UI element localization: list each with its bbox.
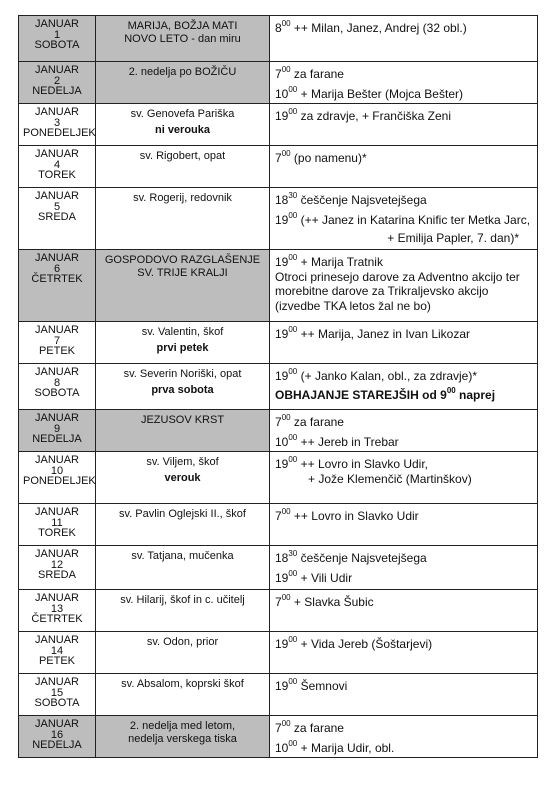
schedule-row (19, 188, 538, 250)
mass-minutes: 30 (288, 191, 298, 200)
month-label: JANUAR (34, 676, 79, 688)
saint-cell (96, 188, 270, 250)
day-number: 15 (50, 686, 64, 699)
day-cell (19, 62, 96, 104)
feast-label: NOVO LETO - dan miru (124, 33, 241, 45)
day-cell (19, 632, 96, 674)
month-label: JANUAR (34, 18, 79, 30)
month-label: JANUAR (34, 454, 79, 466)
mass-hour: 10 (275, 740, 289, 755)
mass-intention: ++ Marija, Janez in Ivan Likozar (297, 327, 471, 341)
mass-cell (270, 322, 538, 364)
day-number: 9 (53, 422, 61, 435)
weekday-label: SOBOTA (34, 39, 80, 51)
weekday-label: TOREK (38, 169, 76, 181)
feast-note: prva sobota (151, 384, 214, 396)
saint-cell (96, 716, 270, 758)
mass-cell (270, 716, 538, 758)
mass-hour: 7 (275, 151, 282, 165)
month-label: JANUAR (34, 64, 79, 76)
feast-label: sv. Rigobert, opat (139, 150, 226, 162)
month-label: JANUAR (34, 252, 79, 264)
feast-label: sv. Pavlin Oglejski II., škof (119, 508, 246, 520)
month-label: JANUAR (34, 324, 79, 336)
saint-cell (96, 250, 270, 322)
mass-intention: za farane (290, 415, 344, 429)
feast-label: sv. Odon, prior (146, 636, 219, 648)
schedule-row (19, 364, 538, 410)
day-cell (19, 364, 96, 410)
mass-hour: 19 (275, 679, 289, 693)
mass-line (275, 255, 533, 270)
schedule-row (19, 716, 538, 758)
day-cell (19, 716, 96, 758)
mass-hour: 7 (275, 721, 282, 735)
mass-cell (270, 104, 538, 146)
mass-cell (270, 452, 538, 504)
saint-cell (96, 16, 270, 62)
schedule-row (19, 504, 538, 546)
day-number: 2 (53, 74, 61, 87)
mass-intention: + Marija Bešter (Mojca Bešter) (297, 86, 463, 101)
day-cell (19, 504, 96, 546)
feast-note: verouk (164, 472, 201, 484)
schedule-row (19, 410, 538, 452)
mass-line (275, 21, 533, 36)
mass-intention: + Marija Udir, obl. (297, 740, 395, 755)
weekday-label: PONEDELJEK (23, 127, 96, 139)
mass-minutes: 00 (281, 593, 291, 602)
mass-line (275, 415, 533, 430)
mass-hour: 7 (275, 595, 282, 609)
mass-intention: Šemnovi (297, 679, 348, 693)
saint-cell (96, 62, 270, 104)
mass-minutes: 00 (281, 413, 291, 422)
mass-cell (270, 590, 538, 632)
schedule-row (19, 62, 538, 104)
weekday-label: NEDELJA (32, 85, 82, 97)
feast-label: MARIJA, BOŽJA MATI (127, 20, 238, 32)
mass-line (275, 210, 533, 228)
day-cell (19, 104, 96, 146)
mass-line (275, 595, 533, 610)
weekday-label: NEDELJA (32, 433, 82, 445)
feast-label: sv. Absalom, koprski škof (121, 678, 244, 690)
day-cell (19, 546, 96, 590)
mass-intention: za farane (290, 67, 344, 81)
mass-intention: + Marija Tratnik (297, 255, 383, 269)
day-number: 11 (51, 516, 63, 529)
day-cell (19, 452, 96, 504)
mass-minutes: 00 (288, 635, 298, 644)
mass-intention: (po namenu)* (290, 151, 367, 165)
mass-intention: Otroci prinesejo darove za Adventno akcijo ter morebitne darove za Trikraljevsko akcijo (izvedbe TKA letos žal ne bo) (275, 269, 520, 313)
month-label: JANUAR (34, 106, 79, 118)
mass-hour: 18 (275, 193, 289, 207)
month-label: JANUAR (34, 190, 79, 202)
mass-intention: za farane (290, 721, 344, 735)
weekday-label: SOBOTA (34, 697, 80, 709)
mass-line (275, 457, 533, 472)
mass-hour: 7 (275, 415, 282, 429)
day-cell (19, 16, 96, 62)
day-number: 8 (53, 376, 61, 389)
day-number: 6 (53, 262, 61, 275)
mass-cell (270, 410, 538, 452)
elderly-communion-tail: naprej (455, 387, 496, 402)
mass-intention: + Emilija Papler, 7. dan)* (387, 231, 519, 245)
day-cell (19, 410, 96, 452)
mass-cell (270, 146, 538, 188)
feast-label: sv. Viljem, škof (146, 456, 219, 468)
weekday-label: SOBOTA (34, 387, 80, 399)
mass-intention: ++ Jereb in Trebar (297, 434, 399, 449)
elderly-communion-label: OBHAJANJE STAREJŠIH od 9 (275, 387, 447, 402)
feast-label: 2. nedelja po BOŽIČU (128, 66, 237, 78)
mass-hour: 7 (275, 67, 282, 81)
mass-minutes: 00 (288, 568, 298, 578)
saint-cell (96, 452, 270, 504)
mass-hour: 7 (275, 509, 282, 523)
feast-label: sv. Rogerij, redovnik (133, 192, 232, 204)
feast-label: sv. Tatjana, mučenka (131, 550, 234, 562)
mass-line (275, 231, 533, 246)
day-cell (19, 322, 96, 364)
saint-cell (96, 104, 270, 146)
mass-intention: + Vili Udir (297, 570, 353, 585)
weekday-label: ČETRTEK (31, 273, 83, 285)
feast-note: ni verouka (154, 124, 211, 136)
month-label: JANUAR (34, 718, 79, 730)
feast-label: JEZUSOV KRST (140, 414, 225, 426)
saint-cell (96, 632, 270, 674)
mass-cell (270, 504, 538, 546)
mass-intention: ++ Lovro in Slavko Udir, (297, 457, 428, 471)
saint-cell (96, 364, 270, 410)
mass-intention: češčenje Najsvetejšega (297, 193, 427, 207)
mass-hour: 19 (275, 637, 289, 651)
mass-line (275, 270, 533, 314)
mass-minutes: 00 (288, 677, 298, 686)
mass-line (275, 84, 533, 102)
month-label: JANUAR (34, 548, 79, 560)
feast-label: nedelja verskega tiska (128, 733, 237, 745)
mass-minutes: 00 (288, 367, 298, 376)
mass-minutes: 00 (288, 84, 298, 94)
mass-hour: 19 (275, 369, 289, 383)
weekday-label: TOREK (38, 527, 76, 539)
mass-minutes: 00 (288, 210, 298, 220)
schedule-row (19, 674, 538, 716)
mass-intention: + Vida Jereb (Šoštarjevi) (297, 637, 433, 651)
feast-label: sv. Hilarij, škof in c. učitelj (120, 594, 245, 606)
mass-minutes: 00 (281, 719, 291, 728)
mass-minutes: 00 (288, 107, 298, 116)
month-label: JANUAR (34, 148, 79, 160)
mass-cell (270, 250, 538, 322)
elderly-communion-minutes: 00 (446, 385, 456, 395)
mass-minutes: 00 (288, 432, 298, 442)
saint-cell (96, 146, 270, 188)
mass-minutes: 00 (281, 149, 291, 158)
mass-hour: 18 (275, 551, 289, 565)
mass-line (275, 551, 533, 566)
mass-intention: ++ Milan, Janez, Andrej (32 obl.) (290, 21, 467, 35)
mass-hour: 10 (275, 86, 289, 101)
mass-hour: 19 (275, 109, 289, 123)
mass-minutes: 30 (288, 549, 298, 558)
mass-line (275, 109, 533, 124)
schedule-row (19, 146, 538, 188)
day-number: 3 (53, 116, 61, 129)
schedule-row (19, 632, 538, 674)
mass-cell (270, 632, 538, 674)
schedule-row (19, 590, 538, 632)
mass-minutes: 00 (288, 738, 298, 748)
day-number: 5 (53, 200, 61, 213)
mass-minutes: 00 (288, 325, 298, 334)
feast-label: sv. Valentin, škof (141, 326, 224, 338)
mass-line (275, 432, 533, 450)
saint-cell (96, 674, 270, 716)
weekday-label: SREDA (38, 569, 76, 581)
mass-minutes: 00 (281, 19, 291, 28)
mass-cell (270, 188, 538, 250)
mass-minutes: 00 (281, 507, 291, 516)
mass-line (275, 151, 533, 166)
mass-line (275, 509, 533, 524)
weekday-label: SREDA (38, 211, 76, 223)
month-label: JANUAR (34, 634, 79, 646)
mass-line (275, 67, 533, 82)
mass-minutes: 00 (281, 65, 291, 74)
day-cell (19, 674, 96, 716)
mass-hour: 19 (275, 212, 289, 227)
mass-intention: (+ Janko Kalan, obl., za zdravje)* (297, 369, 478, 383)
day-cell (19, 250, 96, 322)
mass-cell (270, 546, 538, 590)
day-number: 7 (53, 334, 61, 347)
day-cell (19, 590, 96, 632)
mass-line (275, 738, 533, 756)
month-label: JANUAR (34, 412, 79, 424)
weekday-label: ČETRTEK (31, 613, 83, 625)
mass-intention: češčenje Najsvetejšega (297, 551, 427, 565)
mass-minutes: 00 (288, 455, 298, 464)
mass-cell (270, 16, 538, 62)
mass-minutes: 00 (288, 253, 298, 262)
mass-intention: ++ Lovro in Slavko Udir (290, 509, 419, 523)
weekday-label: PONEDELJEK (23, 475, 96, 487)
mass-line (275, 369, 533, 384)
month-label: JANUAR (34, 506, 79, 518)
saint-cell (96, 410, 270, 452)
mass-line (275, 679, 533, 694)
weekday-label: NEDELJA (32, 739, 82, 751)
mass-cell (270, 674, 538, 716)
month-label: JANUAR (34, 366, 79, 378)
mass-cell (270, 62, 538, 104)
weekday-label: PETEK (38, 345, 76, 357)
feast-label: sv. Severin Noriški, opat (123, 368, 242, 380)
feast-label: sv. Genovefa Pariška (130, 108, 235, 120)
mass-hour: 10 (275, 434, 289, 449)
mass-intention: + Jože Klemenčič (Martinškov) (308, 471, 472, 486)
day-number: 4 (53, 158, 61, 171)
feast-label: 2. nedelja med letom, (129, 720, 236, 732)
day-number: 13 (50, 602, 64, 615)
mass-schedule-table (18, 15, 538, 758)
mass-line (275, 637, 533, 652)
saint-cell (96, 504, 270, 546)
schedule-row (19, 546, 538, 590)
mass-hour: 19 (275, 457, 289, 471)
mass-intention: za zdravje, + Frančiška Zeni (297, 109, 451, 123)
schedule-row (19, 452, 538, 504)
day-cell (19, 188, 96, 250)
day-number: 12 (50, 558, 64, 571)
schedule-row (19, 322, 538, 364)
day-cell (19, 146, 96, 188)
mass-line (275, 193, 533, 208)
saint-cell (96, 322, 270, 364)
mass-line (275, 568, 533, 586)
mass-line (275, 327, 533, 342)
mass-line (275, 472, 533, 487)
mass-cell (270, 364, 538, 410)
saint-cell (96, 546, 270, 590)
mass-hour: 19 (275, 327, 289, 341)
mass-intention: (++ Janez in Katarina Knific ter Metka Jarc, (297, 212, 531, 227)
mass-hour: 19 (275, 255, 289, 269)
mass-line (275, 385, 533, 403)
schedule-row (19, 104, 538, 146)
day-number: 1 (53, 28, 61, 41)
schedule-row (19, 250, 538, 322)
feast-label: SV. TRIJE KRALJI (137, 267, 228, 279)
mass-intention: + Slavka Šubic (290, 595, 374, 609)
feast-label: GOSPODOVO RAZGLAŠENJE (104, 254, 261, 266)
mass-line (275, 721, 533, 736)
day-number: 14 (50, 644, 64, 657)
day-number: 10 (50, 464, 64, 477)
feast-note: prvi petek (156, 342, 209, 354)
day-number: 16 (50, 728, 64, 741)
weekday-label: PETEK (38, 655, 76, 667)
saint-cell (96, 590, 270, 632)
schedule-row (19, 16, 538, 62)
mass-hour: 19 (275, 570, 289, 585)
mass-hour: 8 (275, 21, 282, 35)
month-label: JANUAR (34, 592, 79, 604)
